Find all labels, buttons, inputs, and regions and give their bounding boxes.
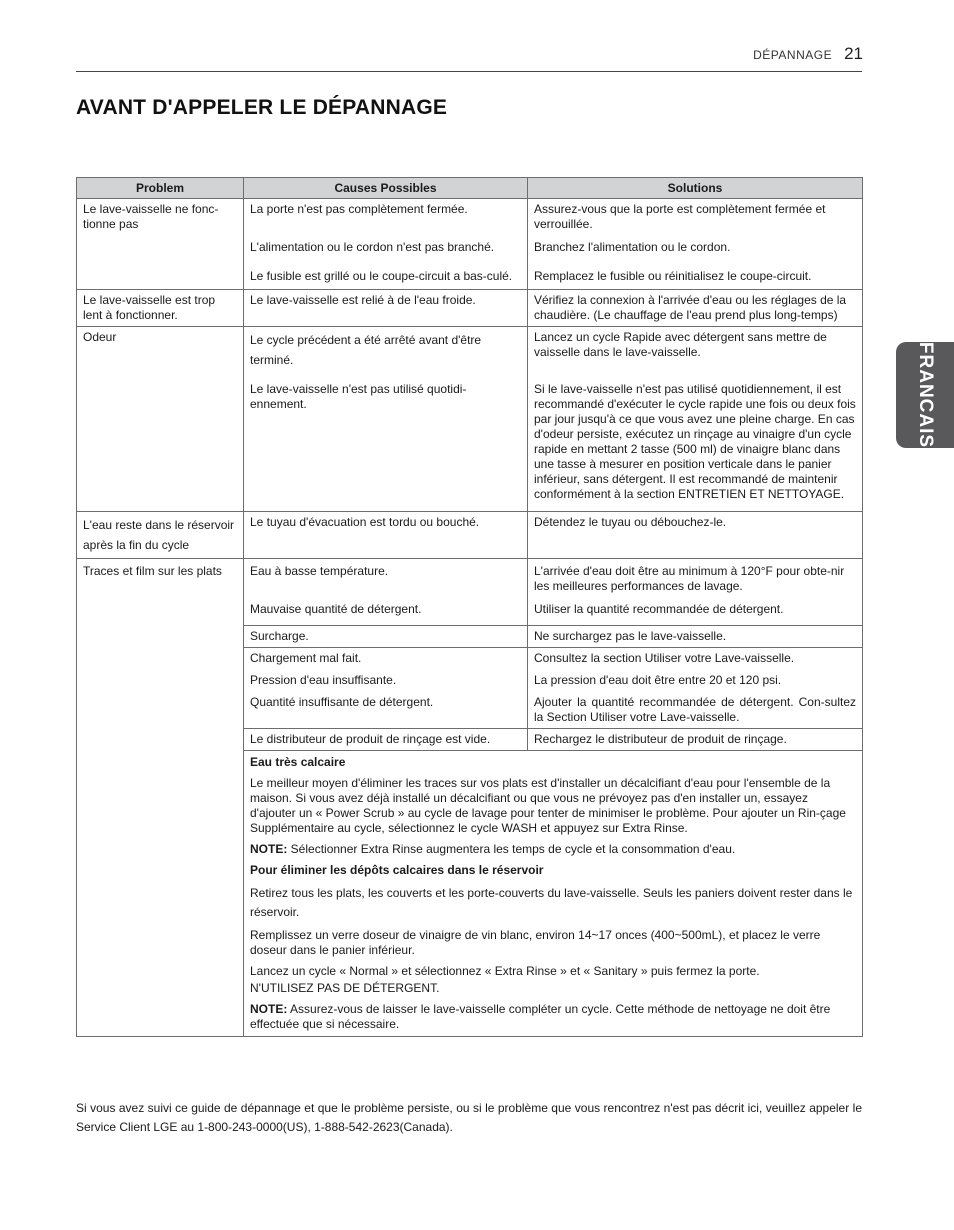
header-section-label: DÉPANNAGE <box>753 48 833 62</box>
page-number: 21 <box>844 44 863 63</box>
cause-text: Mauvaise quantité de détergent. <box>250 602 422 616</box>
cause-cell <box>244 512 528 559</box>
cause-text: La porte n'est pas complètement fermée. <box>250 202 468 216</box>
column-header-solutions: Solutions <box>528 178 863 199</box>
solution-text: Assurez-vous que la porte est complètement fermée et verrouillée. <box>534 202 826 231</box>
problem-cell <box>77 327 244 512</box>
solution-text: L'arrivée d'eau doit être au minimum à 120°F pour obte-nir les meilleures performances de lavage. <box>534 564 845 593</box>
table-row <box>77 199 863 290</box>
cause-text: Surcharge. <box>250 629 309 643</box>
table-row <box>77 290 863 327</box>
hard-water-step: Retirez tous les plats, les couverts et les porte-couverts du lave-vaisselle. Seuls les paniers doivent rester dans le réservoir. <box>250 886 853 919</box>
note-label: NOTE: <box>250 1002 288 1016</box>
solution-cell <box>528 559 863 626</box>
solution-text: Si le lave-vaisselle n'est pas utilisé quotidiennement, il est recommandé d'exécuter le cycle rapide une fois ou deux fois par jour jusqu'à ce que vous avez une pleine charge. En cas d'odeur persiste, exécutez un rinçage au vinaigre d'un cycle rapide en mettant 2 tasse (500 ml) de vinaigre blanc dans une tasse à mesurer en position verticale dans le panier inférieur, sans détergent. Il est recommandé de maintenir conformément à la section ENTRETIEN ET NETTOYAGE. <box>534 382 856 501</box>
hard-water-note-2 <box>250 1002 856 1032</box>
footer-paragraph: Si vous avez suivi ce guide de dépannage et que le problème persiste, ou si le problème que vous rencontrez n'est pas décrit ici, veuillez appeler le Service Client LGE au 1-800-243-0000(US), 1-888-542-2623(Canada). <box>76 1101 862 1134</box>
cause-cell <box>244 327 528 512</box>
cause-text: L'alimentation ou le cordon n'est pas branché. <box>250 240 495 254</box>
cause-text: Quantité insuffisante de détergent. <box>250 695 434 709</box>
table-header-row <box>77 178 863 199</box>
cause-text: Le cycle précédent a été arrêté avant d'être terminé. <box>250 333 482 367</box>
solution-text: Vérifiez la connexion à l'arrivée d'eau ou les réglages de la chaudière. (Le chauffage de l'eau prend plus long-temps) <box>534 293 847 322</box>
header-divider <box>76 71 862 72</box>
solution-cell <box>528 648 863 729</box>
problem-text: Traces et film sur les plats <box>83 564 222 578</box>
solution-cell <box>528 327 863 512</box>
problem-cell <box>77 290 244 327</box>
cause-text: Le tuyau d'évacuation est tordu ou bouché. <box>250 515 480 529</box>
cause-cell <box>244 648 528 729</box>
hard-water-warning: N'UTILISEZ PAS DE DÉTERGENT. <box>250 981 440 995</box>
solution-text: Détendez le tuyau ou débouchez-le. <box>534 515 727 529</box>
solution-cell <box>528 512 863 559</box>
language-tab-label: FRANCAIS <box>915 341 937 449</box>
cause-text: Pression d'eau insuffisante. <box>250 673 397 687</box>
solution-text: Ne surchargez pas le lave-vaisselle. <box>534 629 727 643</box>
cause-text: Le fusible est grillé ou le coupe-circuit a bas-culé. <box>250 269 513 283</box>
language-tab <box>896 342 954 448</box>
solution-text: Branchez l'alimentation ou le cordon. <box>534 240 731 254</box>
solution-text: Rechargez le distributeur de produit de rinçage. <box>534 732 787 746</box>
cause-text: Eau à basse température. <box>250 564 389 578</box>
table-row <box>77 327 863 512</box>
note-label: NOTE: <box>250 842 288 856</box>
problem-cell <box>77 199 244 290</box>
troubleshooting-table <box>76 177 863 1037</box>
page-title: AVANT D'APPELER LE DÉPANNAGE <box>76 96 448 119</box>
note-text: Sélectionner Extra Rinse augmentera les temps de cycle et la consommation d'eau. <box>287 842 736 856</box>
solution-text: Remplacez le fusible ou réinitialisez le coupe-circuit. <box>534 269 812 283</box>
solution-text: La pression d'eau doit être entre 20 et 120 psi. <box>534 673 782 687</box>
cause-cell <box>244 626 528 648</box>
cause-text: Le distributeur de produit de rinçage est vide. <box>250 732 491 746</box>
solution-text: Lancez un cycle Rapide avec détergent sans mettre de vaisselle dans le lave-vaisselle. <box>534 330 827 359</box>
note-text: Assurez-vous de laisser le lave-vaisselle compléter un cycle. Cette méthode de nettoyage ne doit être effectuée que si nécessaire. <box>250 1002 831 1031</box>
cause-text: Le lave-vaisselle n'est pas utilisé quotidi-ennement. <box>250 382 467 411</box>
table-row <box>77 512 863 559</box>
hard-water-title: Eau très calcaire <box>250 755 346 769</box>
hard-water-step: Lancez un cycle « Normal » et sélectionnez « Extra Rinse » et « Sanitary » puis fermez la porte. <box>250 964 760 978</box>
solution-cell <box>528 729 863 751</box>
header-right <box>753 44 863 64</box>
cause-cell <box>244 729 528 751</box>
hard-water-subtitle: Pour éliminer les dépôts calcaires dans le réservoir <box>250 863 544 877</box>
problem-cell <box>77 559 244 1037</box>
hard-water-paragraph: Le meilleur moyen d'éliminer les traces sur vos plats est d'installer un décalcifiant d'eau pour l'ensemble de la maison. Si vous avez déjà installé un décalcifiant ou que vous ne prévoyez pas d'en installer un, essayez d'ajouter un « Power Scrub » au cycle de lavage pour tenter de minimiser le problème. Pour ajouter un Rin-çage Supplémentaire au cycle, sélectionnez le cycle WASH et appuyez sur Extra Rinse. <box>250 776 846 835</box>
cause-cell <box>244 559 528 626</box>
cause-cell <box>244 290 528 327</box>
hard-water-note <box>244 751 863 1037</box>
solution-text: Ajouter la quantité recommandée de détergent. Con-sultez la Section Utiliser votre Lave-vaisselle. <box>534 695 856 724</box>
cause-cell <box>244 199 528 290</box>
hard-water-note-1 <box>250 842 856 857</box>
solution-text: Consultez la section Utiliser votre Lave-vaisselle. <box>534 651 795 665</box>
column-header-causes: Causes Possibles <box>244 178 528 199</box>
table-row <box>77 559 863 626</box>
problem-text: Le lave-vaisselle est trop lent à fonctionner. <box>83 293 216 322</box>
problem-text: Le lave-vaisselle ne fonc-tionne pas <box>83 202 219 231</box>
solution-cell <box>528 626 863 648</box>
solution-text: Utiliser la quantité recommandée de détergent. <box>534 602 784 616</box>
problem-text: L'eau reste dans le réservoir après la fin du cycle <box>83 518 235 552</box>
column-header-problem: Problem <box>77 178 244 199</box>
cause-text: Chargement mal fait. <box>250 651 362 665</box>
problem-cell <box>77 512 244 559</box>
solution-cell <box>528 290 863 327</box>
problem-text: Odeur <box>83 330 117 344</box>
cause-text: Le lave-vaisselle est relié à de l'eau froide. <box>250 293 476 307</box>
hard-water-step: Remplissez un verre doseur de vinaigre de vin blanc, environ 14~17 onces (400~500mL), et placez le verre doseur dans le panier inférieur. <box>250 928 821 957</box>
solution-cell <box>528 199 863 290</box>
